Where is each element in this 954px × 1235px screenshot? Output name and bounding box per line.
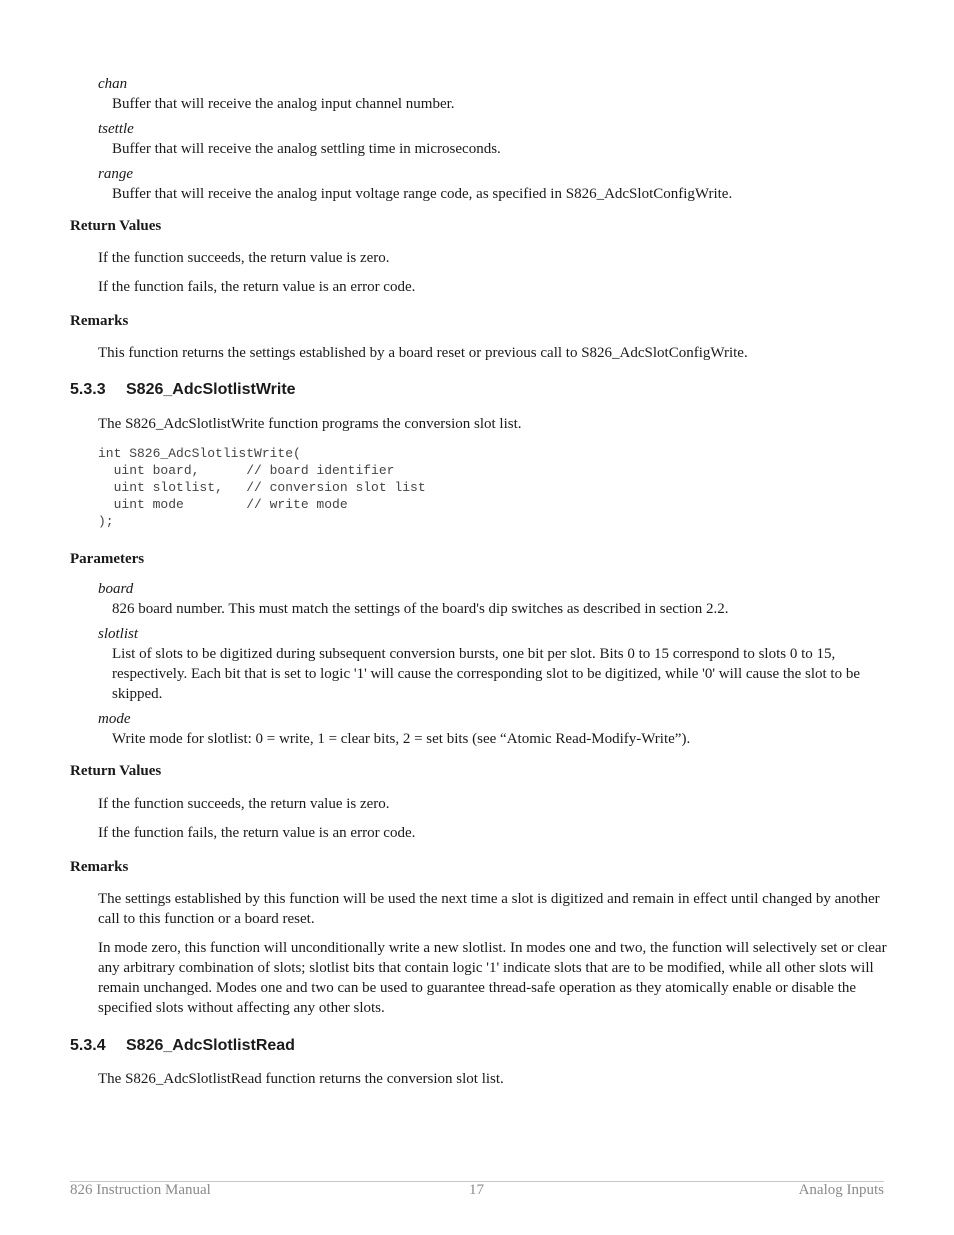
code-line: uint mode // write mode: [98, 497, 348, 512]
return-fail-text: If the function fails, the return value is an error code.: [98, 825, 416, 841]
return-values-heading: Return Values: [70, 218, 162, 234]
return-success-text: If the function succeeds, the return value is zero.: [98, 250, 390, 266]
section-title: S826_AdcSlotlistWrite: [126, 381, 296, 398]
return-values-heading: Return Values: [70, 763, 162, 779]
param-term-mode: mode: [98, 711, 131, 727]
remarks-paragraph: The settings established by this function will be used the next time a slot is digitized and remain in effect until changed by another call to this function or a board reset.: [98, 891, 880, 927]
param-term-board: board: [98, 581, 134, 597]
remarks-heading: Remarks: [70, 859, 129, 875]
param-term-chan: chan: [98, 76, 128, 92]
code-line: );: [98, 514, 114, 529]
param-desc-mode: Write mode for slotlist: 0 = write, 1 = clear bits, 2 = set bits (see “Atomic Read-Modify-Write”).: [112, 731, 691, 747]
section-heading-5-3-4: [70, 1036, 295, 1056]
code-line: uint slotlist, // conversion slot list: [98, 480, 426, 495]
section-intro: The S826_AdcSlotlistWrite function programs the conversion slot list.: [98, 416, 522, 432]
param-desc-chan: Buffer that will receive the analog input channel number.: [112, 96, 455, 112]
remarks-text: This function returns the settings established by a board reset or previous call to S826_AdcSlotConfigWrite.: [98, 345, 748, 361]
param-desc-tsettle: Buffer that will receive the analog settling time in microseconds.: [112, 141, 501, 157]
parameters-heading: Parameters: [70, 551, 145, 567]
function-signature-code: [98, 445, 426, 530]
section-title: S826_AdcSlotlistRead: [126, 1037, 295, 1054]
section-intro: The S826_AdcSlotlistRead function returns the conversion slot list.: [98, 1071, 504, 1087]
code-line: uint board, // board identifier: [98, 463, 395, 478]
param-term-range: range: [98, 166, 133, 182]
section-number: 5.3.3: [70, 381, 106, 398]
return-fail-text: If the function fails, the return value is an error code.: [98, 279, 416, 295]
code-line: int S826_AdcSlotlistWrite(: [98, 446, 301, 461]
param-desc-slotlist: List of slots to be digitized during subsequent conversion bursts, one bit per slot. Bits 0 to 15 correspond to slots 0 to 15, respectively. Each bit that is set to logic '1' will cause the corresponding slot to be digitized, while '0' will cause the slot to be skipped.: [112, 646, 860, 702]
param-term-slotlist: slotlist: [98, 626, 139, 642]
remarks-heading: Remarks: [70, 313, 129, 329]
section-heading-5-3-3: [70, 380, 296, 400]
param-desc-board: 826 board number. This must match the settings of the board's dip switches as described in section 2.2.: [112, 601, 729, 617]
footer-manual-title: 826 Instruction Manual: [70, 1182, 211, 1198]
footer-chapter-title: Analog Inputs: [798, 1182, 884, 1198]
footer-page-number: 17: [469, 1182, 484, 1198]
return-success-text: If the function succeeds, the return value is zero.: [98, 796, 390, 812]
param-desc-range: Buffer that will receive the analog input voltage range code, as specified in S826_AdcSlotConfigWrite.: [112, 186, 733, 202]
param-term-tsettle: tsettle: [98, 121, 134, 137]
section-number: 5.3.4: [70, 1037, 106, 1054]
remarks-paragraph: In mode zero, this function will unconditionally write a new slotlist. In modes one and two, the function will selectively set or clear any arbitrary combination of slots; slotlist bits that contain logic '1' indicate slots that are to be modified, while all other slots will remain unchanged. Modes one and two can be used to guarantee thread-safe operation as they atomically enable or disable the specified slots without affecting any other slots.: [98, 940, 887, 1016]
